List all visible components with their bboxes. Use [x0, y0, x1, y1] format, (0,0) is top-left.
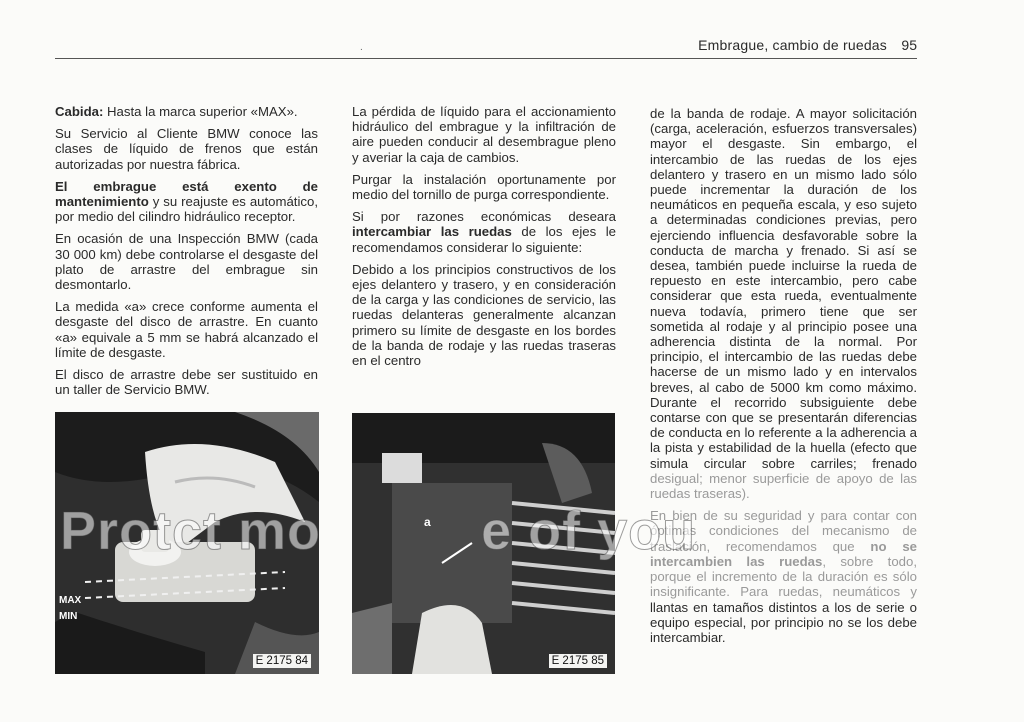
photo-illustration	[352, 413, 615, 674]
paragraph: En ocasión de una Inspección BMW (cada 30 000 km) debe controlarse el desgaste del plato de arrastre del embrague sin desmontarlo.	[55, 231, 318, 293]
watermark-text: Prot	[60, 501, 172, 561]
paragraph: Purgar la instalación oportunamente por medio del tornillo de purga correspondiente.	[352, 171, 616, 203]
paragraph: La medida «a» crece conforme aumenta el desgaste del disco de arrastre. En cuanto «a» equivale a 5 mm se habrá alcanzado el límite de desgaste.	[55, 299, 318, 360]
paragraph-text: Hasta la marca superior «MAX».	[103, 104, 298, 119]
paragraph	[55, 179, 318, 225]
paragraph-text: Si por razones económicas deseara	[352, 209, 616, 225]
paragraph-text: y su reajuste es automático, por medio del cilindro hidráulico receptor.	[55, 194, 318, 225]
measure-a-label: a	[424, 515, 431, 529]
figure-code: E 2175 85	[549, 654, 607, 668]
text-column-2	[352, 104, 616, 375]
max-label: MAX	[59, 595, 82, 606]
photo-brake-fluid-reservoir	[55, 412, 322, 674]
paragraph	[352, 209, 616, 255]
bold-term: Cabida:	[55, 104, 104, 119]
photo-illustration	[55, 412, 322, 674]
paragraph-text: de la banda de rodaje. A mayor solicitación (carga, aceleración, esfuerzos transversales) mayor el desgaste. Sin embargo, el intercambio de las ruedas de los ejes delantero y trasero en un mismo lado sólo puede incrementar la duración de los neumáticos en pequeña escala, y eso sujeto a determinadas condiciones previas, pero ejerciendo influencia desfavorable sobre la conducta de marcha y frenado. Si así se desea, también puede incluirse la rueda de repuesto en este intercambio, pero cabe considerar que esta rueda, eventualmente nueva todavía, primero tiene que ser sometida al rodaje y al principio posee una adherencia distinta de la normal. Por principio, el intercambio de las ruedas debe hacerse de un mismo lado y en intervalos breves, al cabo de 5000 km como máximo. Durante el recorrido subsiguiente debe contarse con que se presentarán diferencias de conducta en lo referente a la adherencia a la pista y estabilidad de la huella (efecto que simula circular sobre carriles; frenado	[650, 106, 917, 471]
header-dot: .	[360, 42, 363, 53]
watermark-text: ct mo	[172, 501, 322, 561]
text-column-1	[55, 104, 318, 404]
paragraph	[55, 104, 318, 119]
paragraph-text-faded: , sobre todo, porque el incremento de la duración es sólo insignificante. Para ruedas, neumáticos y	[650, 553, 917, 600]
paragraph	[650, 106, 917, 501]
bold-term: no se intercambien las ruedas	[650, 538, 917, 569]
bold-term: intercambiar las ruedas	[352, 224, 512, 240]
min-label: MIN	[59, 611, 78, 622]
paragraph-text: llantas en tamaños distintos a los de serie o equipo especial, por principio no se los debe intercambiar.	[650, 599, 917, 645]
paragraph-text: de los ejes le recomendamos considerar lo siguiente:	[352, 224, 616, 255]
paragraph	[650, 508, 917, 645]
photo-clutch-measurement	[352, 413, 615, 674]
text-column-3	[650, 106, 917, 652]
paragraph: Su Servicio al Cliente BMW conoce las clases de líquido de frenos que están autorizadas por nuestra fábrica.	[55, 126, 318, 172]
watermark-text: e of you	[481, 501, 697, 561]
paragraph: El disco de arrastre debe ser sustituido en un taller de Servicio BMW.	[55, 367, 318, 398]
page-number: 95	[901, 37, 917, 53]
paragraph-text-faded: En bien de su seguridad y para contar con óptimas condiciones del mecanismo de traslación, recomendamos que	[650, 508, 917, 554]
bold-term: El embrague está exento de mantenimiento	[55, 178, 318, 210]
header-title: Embrague, cambio de ruedas	[698, 37, 887, 53]
figure-code: E 2175 84	[253, 654, 311, 668]
page-header	[55, 36, 917, 59]
paragraph: La pérdida de líquido para el accionamiento hidráulico del embrague y la infiltración de aire pueden conducir al desembrague pleno y averiar la caja de cambios.	[352, 104, 616, 165]
paragraph: Debido a los principios constructivos de los ejes delantero y trasero, y en consideración de la carga y las condiciones de servicio, las ruedas delanteras generalmente alcanzan primero su límite de desgaste en los bordes de la banda de rodaje y las ruedas traseras en el centro	[352, 261, 616, 369]
paragraph-text-faded: desigual; menor superficie de apoyo de las ruedas traseras).	[650, 470, 917, 502]
